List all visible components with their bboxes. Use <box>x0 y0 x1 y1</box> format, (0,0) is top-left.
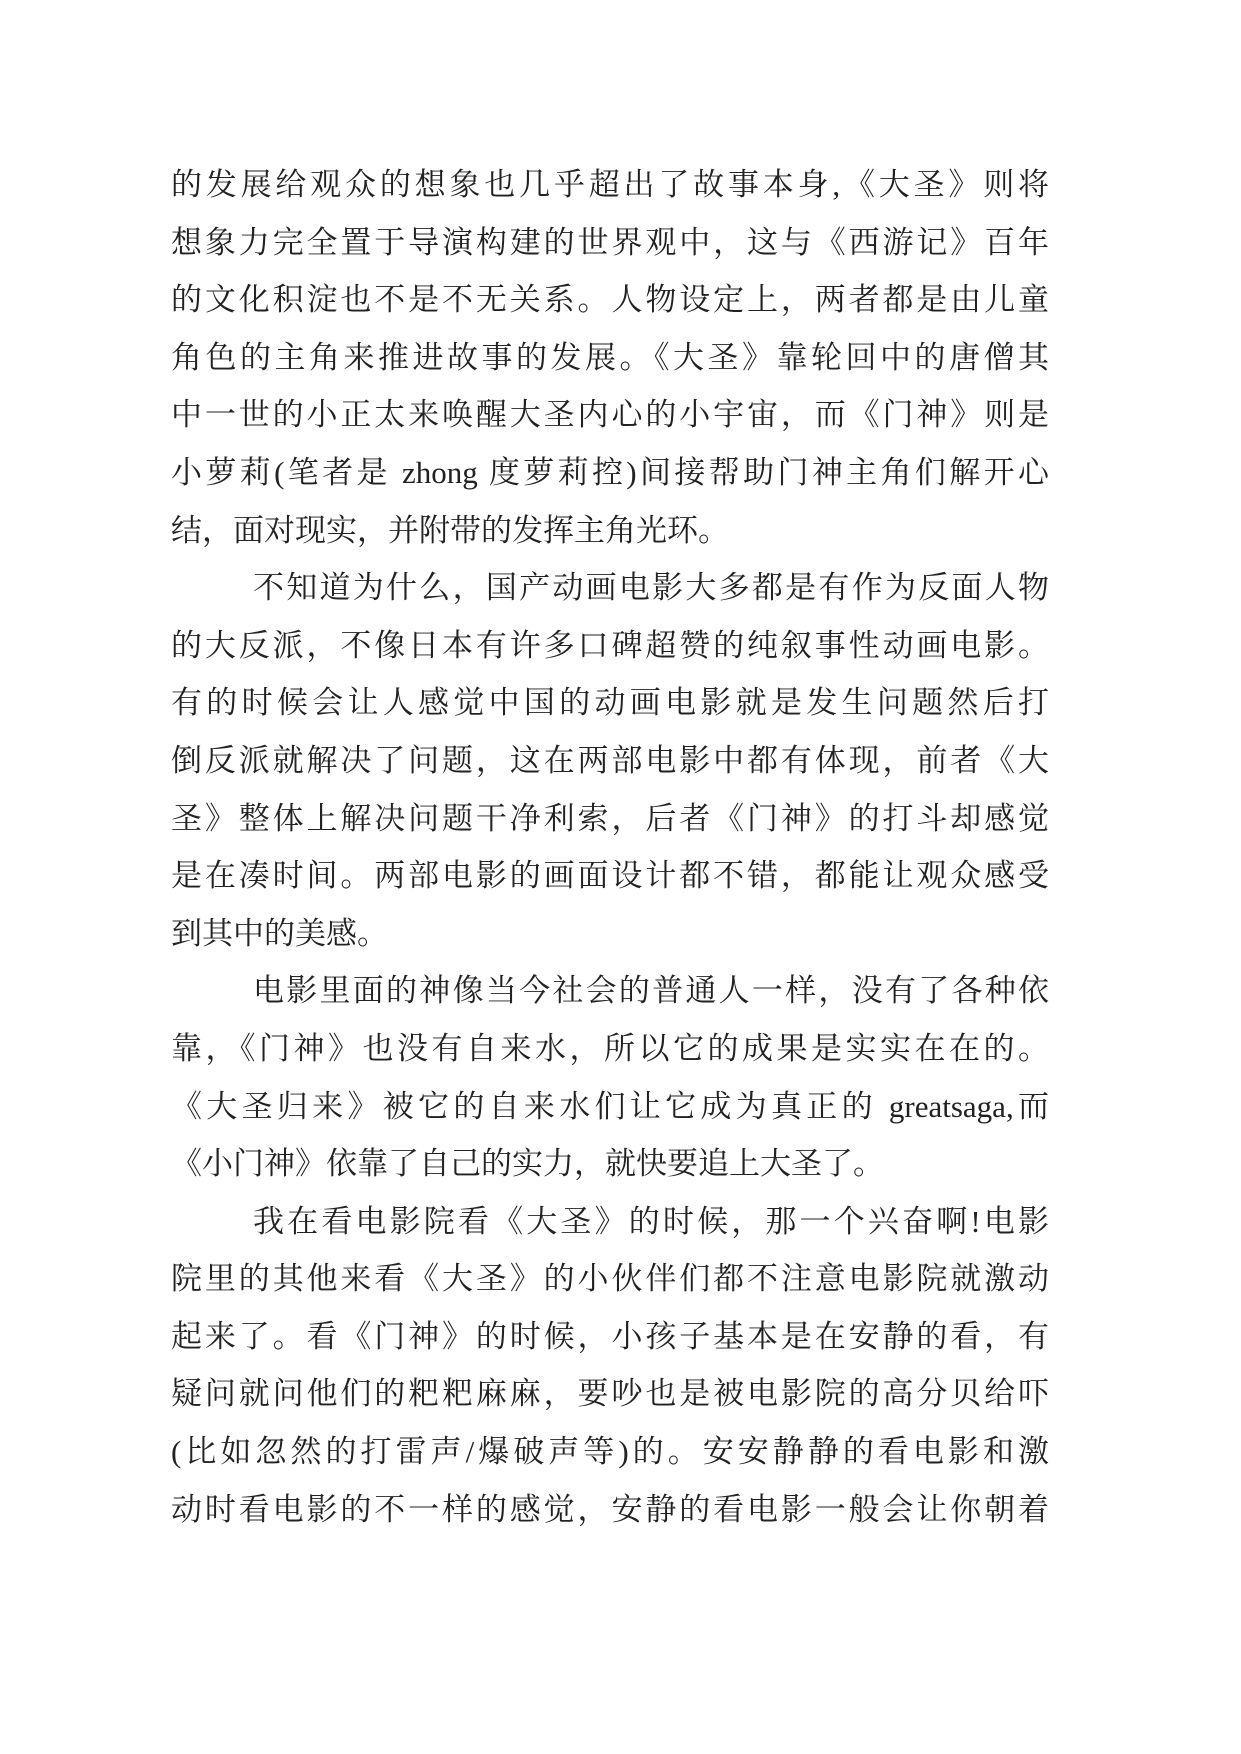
text-line: 我在看电影院看《大圣》的时候，那一个兴奋啊!电影 <box>253 1203 1049 1239</box>
text-line: 中一世的小正太来唤醒大圣内心的小宇宙，而《门神》则是 <box>171 397 1049 433</box>
text-line: 圣》整体上解决问题干净利索，后者《门神》的打斗却感觉 <box>171 800 1049 836</box>
text-block <box>171 156 1049 1538</box>
text-line: 不知道为什么，国产动画电影大多都是有作为反面人物 <box>253 570 1049 606</box>
text-line: 动时看电影的不一样的感觉，安静的看电影一般会让你朝着 <box>171 1491 1049 1527</box>
text-line: 起来了。看《门神》的时候，小孩子基本是在安静的看，有 <box>171 1318 1049 1354</box>
text-line: 的文化积淀也不是不无关系。人物设定上，两者都是由儿童 <box>171 282 1049 318</box>
text-line: 《小门神》依靠了自己的实力，就快要追上大圣了。 <box>171 1146 884 1182</box>
text-line: 倒反派就解决了问题，这在两部电影中都有体现，前者《大 <box>171 742 1049 778</box>
text-line: (比如忽然的打雷声/爆破声等)的。安安静静的看电影和激 <box>171 1434 1049 1470</box>
text-line: 有的时候会让人感觉中国的动画电影就是发生问题然后打 <box>171 685 1049 721</box>
text-line: 靠，《门神》也没有自来水，所以它的成果是实实在在的。 <box>171 1030 1049 1066</box>
text-line: 院里的其他来看《大圣》的小伙伴们都不注意电影院就激动 <box>171 1261 1049 1297</box>
text-line: 电影里面的神像当今社会的普通人一样，没有了各种依 <box>253 973 1049 1009</box>
text-line: 结，面对现实，并附带的发挥主角光环。 <box>171 512 729 548</box>
text-line: 是在凑时间。两部电影的画面设计都不错，都能让观众感受 <box>171 858 1049 894</box>
text-line: 《大圣归来》被它的自来水们让它成为真正的 greatsaga,而 <box>171 1088 1049 1124</box>
text-line: 的大反派，不像日本有许多口碑超赞的纯叙事性动画电影。 <box>171 627 1049 663</box>
text-line: 的发展给观众的想象也几乎超出了故事本身,《大圣》则将 <box>171 167 1049 202</box>
text-line: 小萝莉(笔者是 zhong 度萝莉控)间接帮助门神主角们解开心 <box>171 454 1049 490</box>
text-line: 想象力完全置于导演构建的世界观中，这与《西游记》百年 <box>171 224 1049 260</box>
text-line: 疑问就问他们的粑粑麻麻，要吵也是被电影院的高分贝给吓 <box>171 1376 1049 1412</box>
text-line: 角色的主角来推进故事的发展。《大圣》靠轮回中的唐僧其 <box>171 339 1049 375</box>
text-line: 到其中的美感。 <box>171 915 388 951</box>
